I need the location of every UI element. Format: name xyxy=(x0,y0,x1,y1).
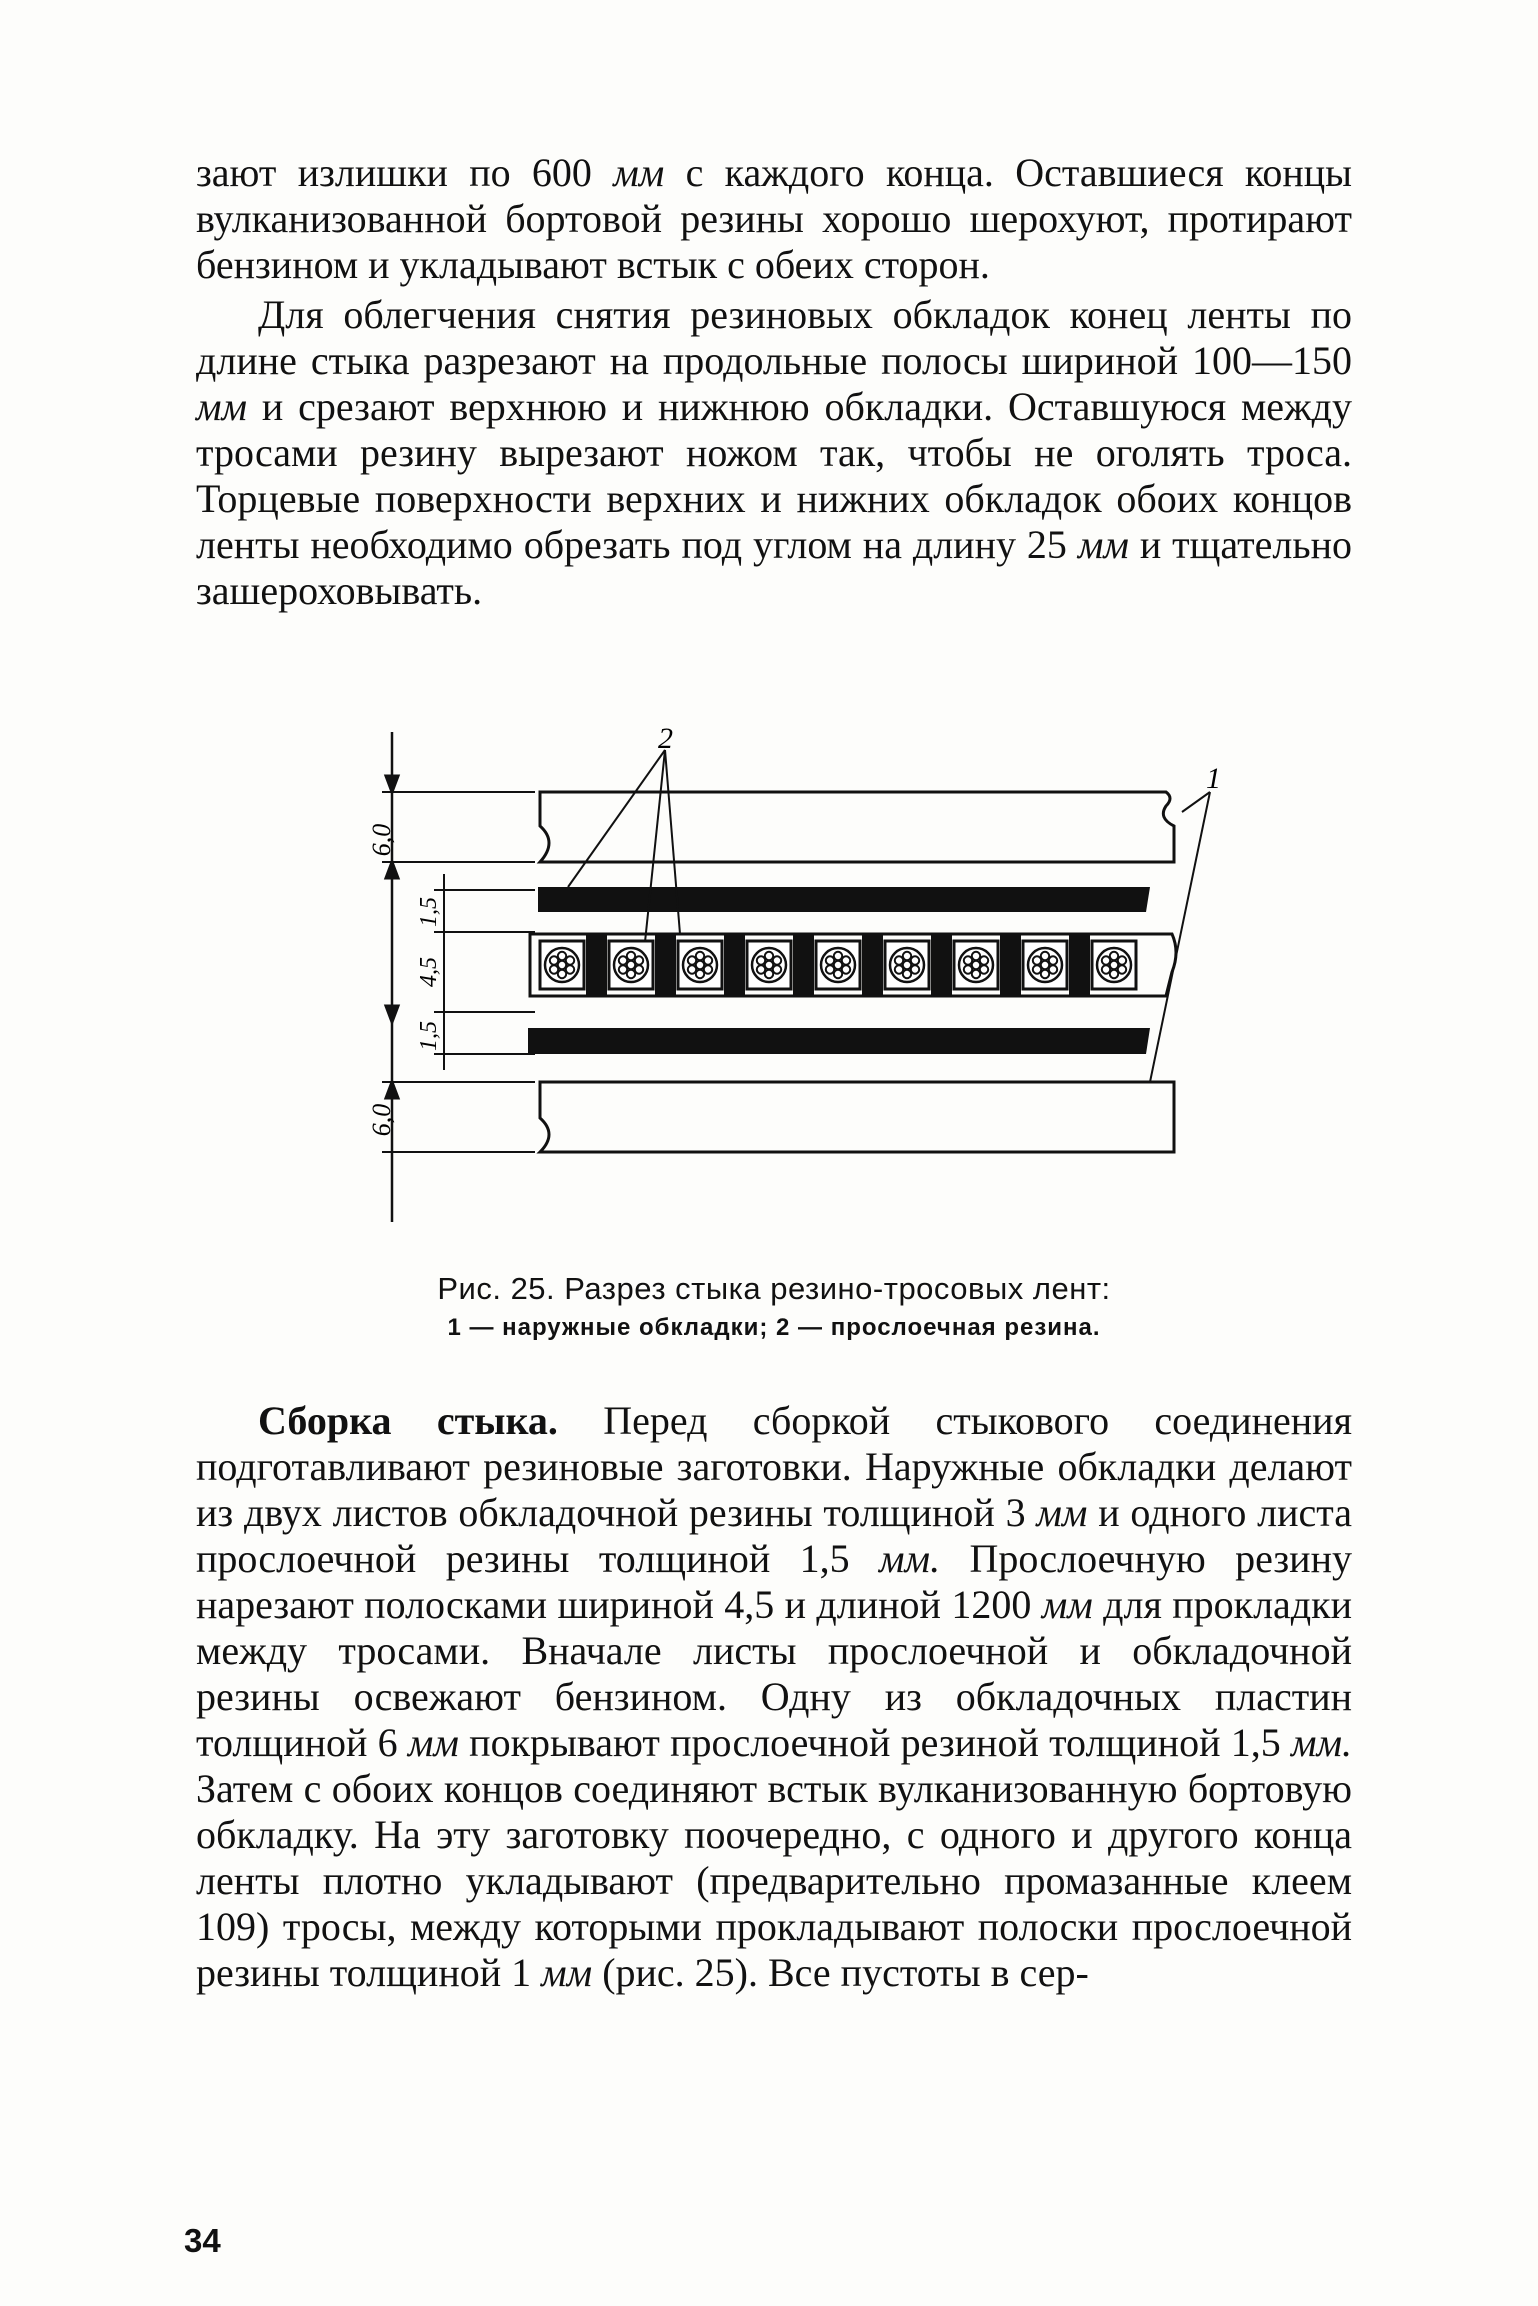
steel-cable xyxy=(954,941,998,989)
unit-mm: мм xyxy=(407,1720,459,1765)
figure-caption-legend: 1 — наружные обкладки; 2 — прослоечная резина. xyxy=(447,1314,1101,1341)
paragraph-3-text-c: Прослоечную резину нарезают полосками шириной 4,5 и длиной 1200 xyxy=(196,1536,1352,1627)
leader-line-2 xyxy=(645,750,665,942)
dimension-top: 6,0 xyxy=(367,823,396,857)
label-interlayer: 2 xyxy=(658,722,673,755)
paragraph-3 xyxy=(196,1398,1352,1996)
unit-mm: мм. xyxy=(1290,1720,1353,1765)
paragraph-2-text-b: и срезают верхнюю и нижнюю обкладки. Оставшуюся между тросами резину вырезают ножом так, чтобы не оголять троса. Торцевые поверхности верхних и нижних обкладок обоих концов ленты необходимо обрезать под углом на длину 25 xyxy=(196,384,1352,567)
paragraph-3-text-b: и одного листа прослоечной резины толщиной 1,5 xyxy=(196,1490,1353,1581)
paragraph-3-text-e: покрывают прослоечной резиной толщиной 1,5 xyxy=(458,1720,1291,1765)
paragraph-2-text-a: Для облегчения снятия резиновых обкладок конец ленты по длине стыка разрезают на продольные полосы шириной 100—150 xyxy=(196,292,1352,383)
interlayer-block xyxy=(793,935,814,995)
interlayer-block xyxy=(862,935,883,995)
arrow-tick xyxy=(386,862,398,878)
interlayer-block xyxy=(724,935,745,995)
interlayer-block xyxy=(655,935,676,995)
unit-mm: мм xyxy=(541,1950,593,1995)
dimension-interlayer-bottom: 1,5 xyxy=(416,1021,442,1051)
unit-mm: мм xyxy=(196,384,248,429)
paragraph-3-text-d: для прокладки между тросами. Вначале листы прослоечной и обкладочной резины освежают бензином. Одну из обкладочных пластин толщиной 6 xyxy=(196,1582,1352,1765)
arrow-tick xyxy=(386,776,398,792)
dimension-bottom: 6,0 xyxy=(367,1103,396,1137)
unit-mm: мм xyxy=(1041,1582,1093,1627)
steel-cable xyxy=(678,941,722,989)
text-block-top xyxy=(196,150,1352,614)
paragraph-3-text-g: (рис. 25). Все пустоты в сер- xyxy=(592,1950,1089,1995)
arrow-tick xyxy=(386,1006,398,1022)
label-outer-covers: 1 xyxy=(1206,762,1221,795)
outer-cover-top xyxy=(540,792,1174,862)
dimension-interlayer-top: 1,5 xyxy=(416,897,442,927)
paragraph-3-text-f: Затем с обоих концов соединяют встык вулканизованную бортовую обкладку. На эту заготовку поочередно, с одного и другого конца ленты плотно укладывают (предварительно промазанные клеем 109) тросы, между которыми прокладывают полоски прослоечной резины толщиной 1 xyxy=(196,1766,1352,1995)
steel-cable xyxy=(816,941,860,989)
interlayer-strip-bottom xyxy=(528,1028,1150,1054)
figure-25-joint-section xyxy=(360,722,1240,1232)
steel-cable xyxy=(747,941,791,989)
paragraph-1 xyxy=(196,150,1352,288)
paragraph-2 xyxy=(196,292,1352,614)
interlayer-block xyxy=(1000,935,1021,995)
cable-row xyxy=(540,935,1136,995)
unit-mm: мм xyxy=(1077,522,1129,567)
interlayer-strip-top xyxy=(538,887,1150,912)
unit-mm: мм. xyxy=(879,1536,941,1581)
leader-line-2 xyxy=(568,750,665,887)
steel-cable xyxy=(609,941,653,989)
text-block-bottom xyxy=(196,1398,1352,1996)
page-number: 34 xyxy=(184,2222,221,2259)
dimension-cables: 4,5 xyxy=(416,957,442,987)
paragraph-3-text-a: Перед сборкой стыкового соединения подготавливают резиновые заготовки. Наружные обкладки делают из двух листов обкладочной резины толщиной 3 xyxy=(196,1398,1352,1535)
steel-cable xyxy=(885,941,929,989)
paragraph-2-text-c: и тщательно зашероховывать. xyxy=(196,522,1352,613)
arrow-tick xyxy=(386,1082,398,1098)
interlayer-block xyxy=(931,935,952,995)
paragraph-1-text-b: с каждого конца. Оставшиеся концы вулканизованной бортовой резины хорошо шерохуют, протирают бензином и укладывают встык с обеих сторон. xyxy=(196,150,1353,287)
unit-mm: мм xyxy=(1036,1490,1088,1535)
figure-caption-title: Рис. 25. Разрез стыка резино-тросовых лент: xyxy=(437,1271,1111,1306)
outer-cover-bottom xyxy=(540,1082,1174,1152)
steel-cable xyxy=(1023,941,1067,989)
paragraph-1-text-a: зают излишки по 600 xyxy=(196,150,614,195)
steel-cable xyxy=(1092,941,1136,989)
leader-line-1 xyxy=(1150,792,1210,1082)
section-heading: Сборка стыка. xyxy=(258,1398,558,1443)
unit-mm: мм xyxy=(613,150,665,195)
interlayer-block xyxy=(586,935,607,995)
interlayer-block xyxy=(1069,935,1090,995)
joint-section-diagram xyxy=(360,722,1240,1232)
steel-cable xyxy=(540,941,584,989)
